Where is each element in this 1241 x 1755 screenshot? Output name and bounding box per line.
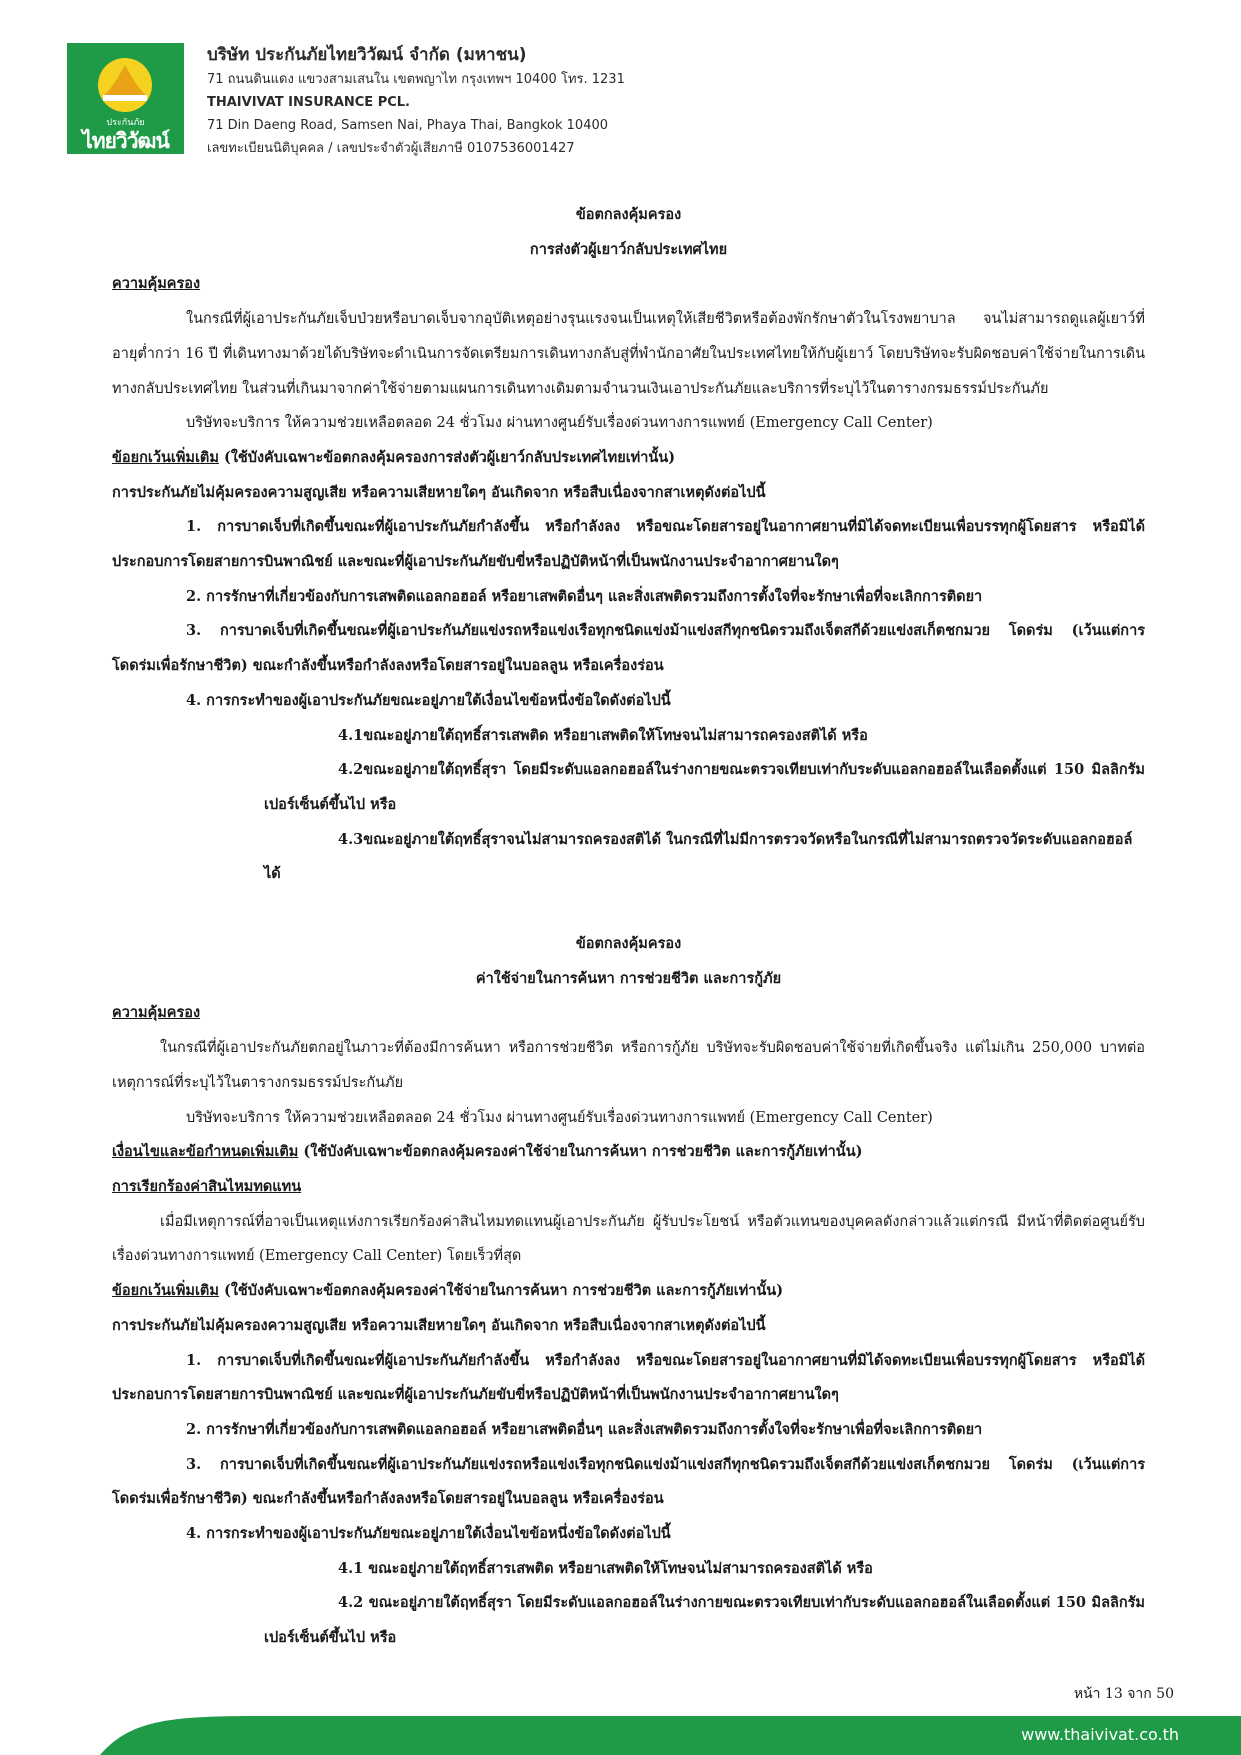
section2-conditions-note: (ใช้บังคับเฉพาะข้อตกลงคุ้มครองค่าใช้จ่ายในการค้นหา การช่วยชีวิต และการกู้ภัยเท่านั้น): [298, 1143, 863, 1161]
section1-coverage-heading: ความคุ้มครอง: [112, 275, 201, 293]
section2-exclusion-note: (ใช้บังคับเฉพาะข้อตกลงคุ้มครองค่าใช้จ่ายในการค้นหา การช่วยชีวิต และการกู้ภัยเท่านั้น): [218, 1282, 784, 1300]
company-name-th: บริษัท ประกันภัยไทยวิวัฒน์ จำกัด (มหาชน): [207, 45, 527, 65]
logo-wordmark: ไทยวิวัฒน์: [82, 129, 169, 153]
page-number: หน้า 13 จาก 50: [1073, 1686, 1174, 1702]
section1-item-2: 2. การรักษาที่เกี่ยวข้องกับการเสพติดแอลกอฮอล์ หรือยาเสพติดอื่นๆ และสิ่งเสพติดรวมถึงการตั้งใจที่จะรักษาเพื่อที่จะเลิกการติดยา: [186, 587, 983, 605]
section-gap: [112, 892, 1145, 927]
section1-item-4: 4. การกระทำของผู้เอาประกันภัยขณะอยู่ภายใต้เงื่อนไขข้อหนึ่งข้อใดดังต่อไปนี้: [186, 691, 671, 709]
company-info: [207, 42, 625, 160]
section2-claims-heading: การเรียกร้องค่าสินไหมทดแทน: [112, 1177, 302, 1195]
section2-exclusion-line: [112, 1274, 1145, 1309]
section1-item-3: 3. การบาดเจ็บที่เกิดขึ้นขณะที่ผู้เอาประกันภัยแข่งรถหรือแข่งเรือทุกชนิดแข่งม้าแข่งสกีทุกชนิดรวมถึงเจ็ตสกีด้วยแข่งสเก็ตชกมวย โดดร่ม (เว้นแต่การโดดร่มเพื่อรักษาชีวิต) ขณะกำลังขึ้นหรือกำลังลงหรือโดยสารอยู่ในบอลลูน หรือเครื่องร่อน: [112, 622, 1145, 675]
section1-subitem-4-1: 4.1ขณะอยู่ภายใต้ฤทธิ์สารเสพติด หรือยาเสพติดให้โทษจนไม่สามารถครองสติได้ หรือ: [338, 726, 868, 744]
section2-coverage-heading: ความคุ้มครอง: [112, 1004, 201, 1022]
section2-exclusion-heading: ข้อยกเว้นเพิ่มเติม: [112, 1282, 219, 1300]
section2-item-4: 4. การกระทำของผู้เอาประกันภัยขณะอยู่ภายใต้เงื่อนไขข้อหนึ่งข้อใดดังต่อไปนี้: [186, 1525, 671, 1543]
section2-conditions-heading: เงื่อนไขและข้อกำหนดเพิ่มเติม: [112, 1143, 299, 1161]
company-address-en: 71 Din Daeng Road, Samsen Nai, Phaya Thai, Bangkok 10400: [207, 118, 609, 133]
section2-claims-text: เมื่อมีเหตุการณ์ที่อาจเป็นเหตุแห่งการเรียกร้องค่าสินไหมทดแทนผู้เอาประกันภัย ผู้รับประโยชน์ หรือตัวแทนของบุคคลดังกล่าวแล้วแต่กรณี มีหน้าที่ติดต่อศูนย์รับเรื่องด่วนทางการแพทย์ (Emergency Call Center) โดยเร็วที่สุด: [112, 1213, 1145, 1265]
section1-coverage-text: ในกรณีที่ผู้เอาประกันภัยเจ็บป่วยหรือบาดเจ็บจากอุบัติเหตุอย่างรุนแรงจนเป็นเหตุให้เสียชีวิตหรือต้องพักรักษาตัวในโรงพยาบาล จนไม่สามารถดูแลผู้เยาว์ที่อายุต่ำกว่า 16 ปี ที่เดินทางมาด้วยได้บริษัทจะดำเนินการจัดเตรียมการเดินทางกลับสู่ที่พำนักอาศัยในประเทศไทยให้กับผู้เยาว์ โดยบริษัทจะรับผิดชอบค่าใช้จ่ายในการเดินทางกลับประเทศไทย ในส่วนที่เกินมาจากค่าใช้จ่ายตามแผนการเดินทางเดิมตามจำนวนเงินเอาประกันภัยและบริการที่ระบุไว้ในตารางกรมธรรม์ประกันภัย: [112, 311, 1145, 397]
section2-service-text: บริษัทจะบริการ ให้ความช่วยเหลือตลอด 24 ชั่วโมง ผ่านทางศูนย์รับเรื่องด่วนทางการแพทย์ (Emergency Call Center): [186, 1109, 933, 1126]
section2-title: ข้อตกลงคุ้มครอง: [575, 935, 682, 953]
section2-item-2: 2. การรักษาที่เกี่ยวข้องกับการเสพติดแอลกอฮอล์ หรือยาเสพติดอื่นๆ และสิ่งเสพติดรวมถึงการตั้งใจที่จะรักษาเพื่อที่จะเลิกการติดยา: [186, 1420, 983, 1438]
section1-subtitle: การส่งตัวผู้เยาว์กลับประเทศไทย: [529, 240, 728, 258]
section2-item-1: 1. การบาดเจ็บที่เกิดขึ้นขณะที่ผู้เอาประกันภัยกำลังขึ้น หรือกำลังลง หรือขณะโดยสารอยู่ในอากาศยานที่มิได้จดทะเบียนเพื่อบรรทุกผู้โดยสาร หรือมิได้ประกอบการโดยสายการบินพาณิชย์ และขณะที่ผู้เอาประกันภัยขับขี่หรือปฏิบัติหน้าที่เป็นพนักงานประจำอากาศยานใดๆ: [112, 1351, 1145, 1404]
section2-subitem-4-1: 4.1 ขณะอยู่ภายใต้ฤทธิ์สารเสพติด หรือยาเสพติดให้โทษจนไม่สามารถครองสติได้ หรือ: [338, 1559, 873, 1577]
section2-exclusion-intro: การประกันภัยไม่คุ้มครองความสูญเสีย หรือความเสียหายใดๆ อันเกิดจาก หรือสืบเนื่องจากสาเหตุดังต่อไปนี้: [112, 1316, 766, 1334]
section2-item-3: 3. การบาดเจ็บที่เกิดขึ้นขณะที่ผู้เอาประกันภัยแข่งรถหรือแข่งเรือทุกชนิดแข่งม้าแข่งสกีทุกชนิดรวมถึงเจ็ตสกีด้วยแข่งสเก็ตชกมวย โดดร่ม (เว้นแต่การโดดร่มเพื่อรักษาชีวิต) ขณะกำลังขึ้นหรือกำลังลงหรือโดยสารอยู่ในบอลลูน หรือเครื่องร่อน: [112, 1455, 1145, 1508]
document-body: [112, 198, 1145, 1656]
footer-website-link[interactable]: www.thaivivat.co.th: [1021, 1725, 1179, 1744]
section1-exclusion-note: (ใช้บังคับเฉพาะข้อตกลงคุ้มครองการส่งตัวผู้เยาว์กลับประเทศไทยเท่านั้น): [218, 448, 676, 466]
section2-subtitle: ค่าใช้จ่ายในการค้นหา การช่วยชีวิต และการกู้ภัย: [475, 969, 782, 987]
section2-coverage-text: ในกรณีที่ผู้เอาประกันภัยตกอยู่ในภาวะที่ต้องมีการค้นหา หรือการช่วยชีวิต หรือการกู้ภัย บริษัทจะรับผิดชอบค่าใช้จ่ายที่เกิดขึ้นจริง แต่ไม่เกิน 250,000 บาทต่อเหตุการณ์ที่ระบุไว้ในตารางกรมธรรม์ประกันภัย: [112, 1040, 1145, 1091]
section2-conditions-line: [112, 1135, 1145, 1170]
section1-title: ข้อตกลงคุ้มครอง: [575, 206, 682, 223]
section1-item-1: 1. การบาดเจ็บที่เกิดขึ้นขณะที่ผู้เอาประกันภัยกำลังขึ้น หรือกำลังลง หรือขณะโดยสารอยู่ในอากาศยานที่มิได้จดทะเบียนเพื่อบรรทุกผู้โดยสาร หรือมิได้ประกอบการโดยสายการบินพาณิชย์ และขณะที่ผู้เอาประกันภัยขับขี่หรือปฏิบัติหน้าที่เป็นพนักงานประจำอากาศยานใดๆ: [112, 518, 1145, 571]
section1-exclusion-heading: ข้อยกเว้นเพิ่มเติม: [112, 448, 219, 466]
company-registration: เลขทะเบียนนิติบุคคล / เลขประจำตัวผู้เสียภาษี 0107536001427: [207, 141, 575, 156]
section1-subitem-4-2: 4.2ขณะอยู่ภายใต้ฤทธิ์สุรา โดยมีระดับแอลกอฮอล์ในร่างกายขณะตรวจเทียบเท่ากับระดับแอลกอฮอล์ในเลือดตั้งแต่ 150 มิลลิกรัมเปอร์เซ็นต์ขึ้นไป หรือ: [264, 761, 1145, 813]
section1-exclusion-line: [112, 441, 1145, 476]
section2-subitem-4-2: 4.2 ขณะอยู่ภายใต้ฤทธิ์สุรา โดยมีระดับแอลกอฮอล์ในร่างกายขณะตรวจเทียบเท่ากับระดับแอลกอฮอล์ในเลือดตั้งแต่ 150 มิลลิกรัมเปอร์เซ็นต์ขึ้นไป หรือ: [264, 1594, 1145, 1647]
section1-exclusion-intro: การประกันภัยไม่คุ้มครองความสูญเสีย หรือความเสียหายใดๆ อันเกิดจาก หรือสืบเนื่องจากสาเหตุดังต่อไปนี้: [112, 483, 766, 501]
logo-tagline: ประกันภัย: [106, 118, 145, 128]
section1-service-text: บริษัทจะบริการ ให้ความช่วยเหลือตลอด 24 ชั่วโมง ผ่านทางศูนย์รับเรื่องด่วนทางการแพทย์ (Emergency Call Center): [186, 415, 933, 432]
company-address-th: 71 ถนนดินแดง แขวงสามเสนใน เขตพญาไท กรุงเทพฯ 10400 โทร. 1231: [207, 72, 625, 87]
company-logo: [67, 43, 184, 154]
section1-subitem-4-3: 4.3ขณะอยู่ภายใต้ฤทธิ์สุราจนไม่สามารถครองสติได้ ในกรณีที่ไม่มีการตรวจวัดหรือในกรณีที่ไม่สามารถตรวจวัดระดับแอลกอฮอล์ได้: [264, 830, 1133, 883]
company-name-en: THAIVIVAT INSURANCE PCL.: [207, 95, 410, 110]
